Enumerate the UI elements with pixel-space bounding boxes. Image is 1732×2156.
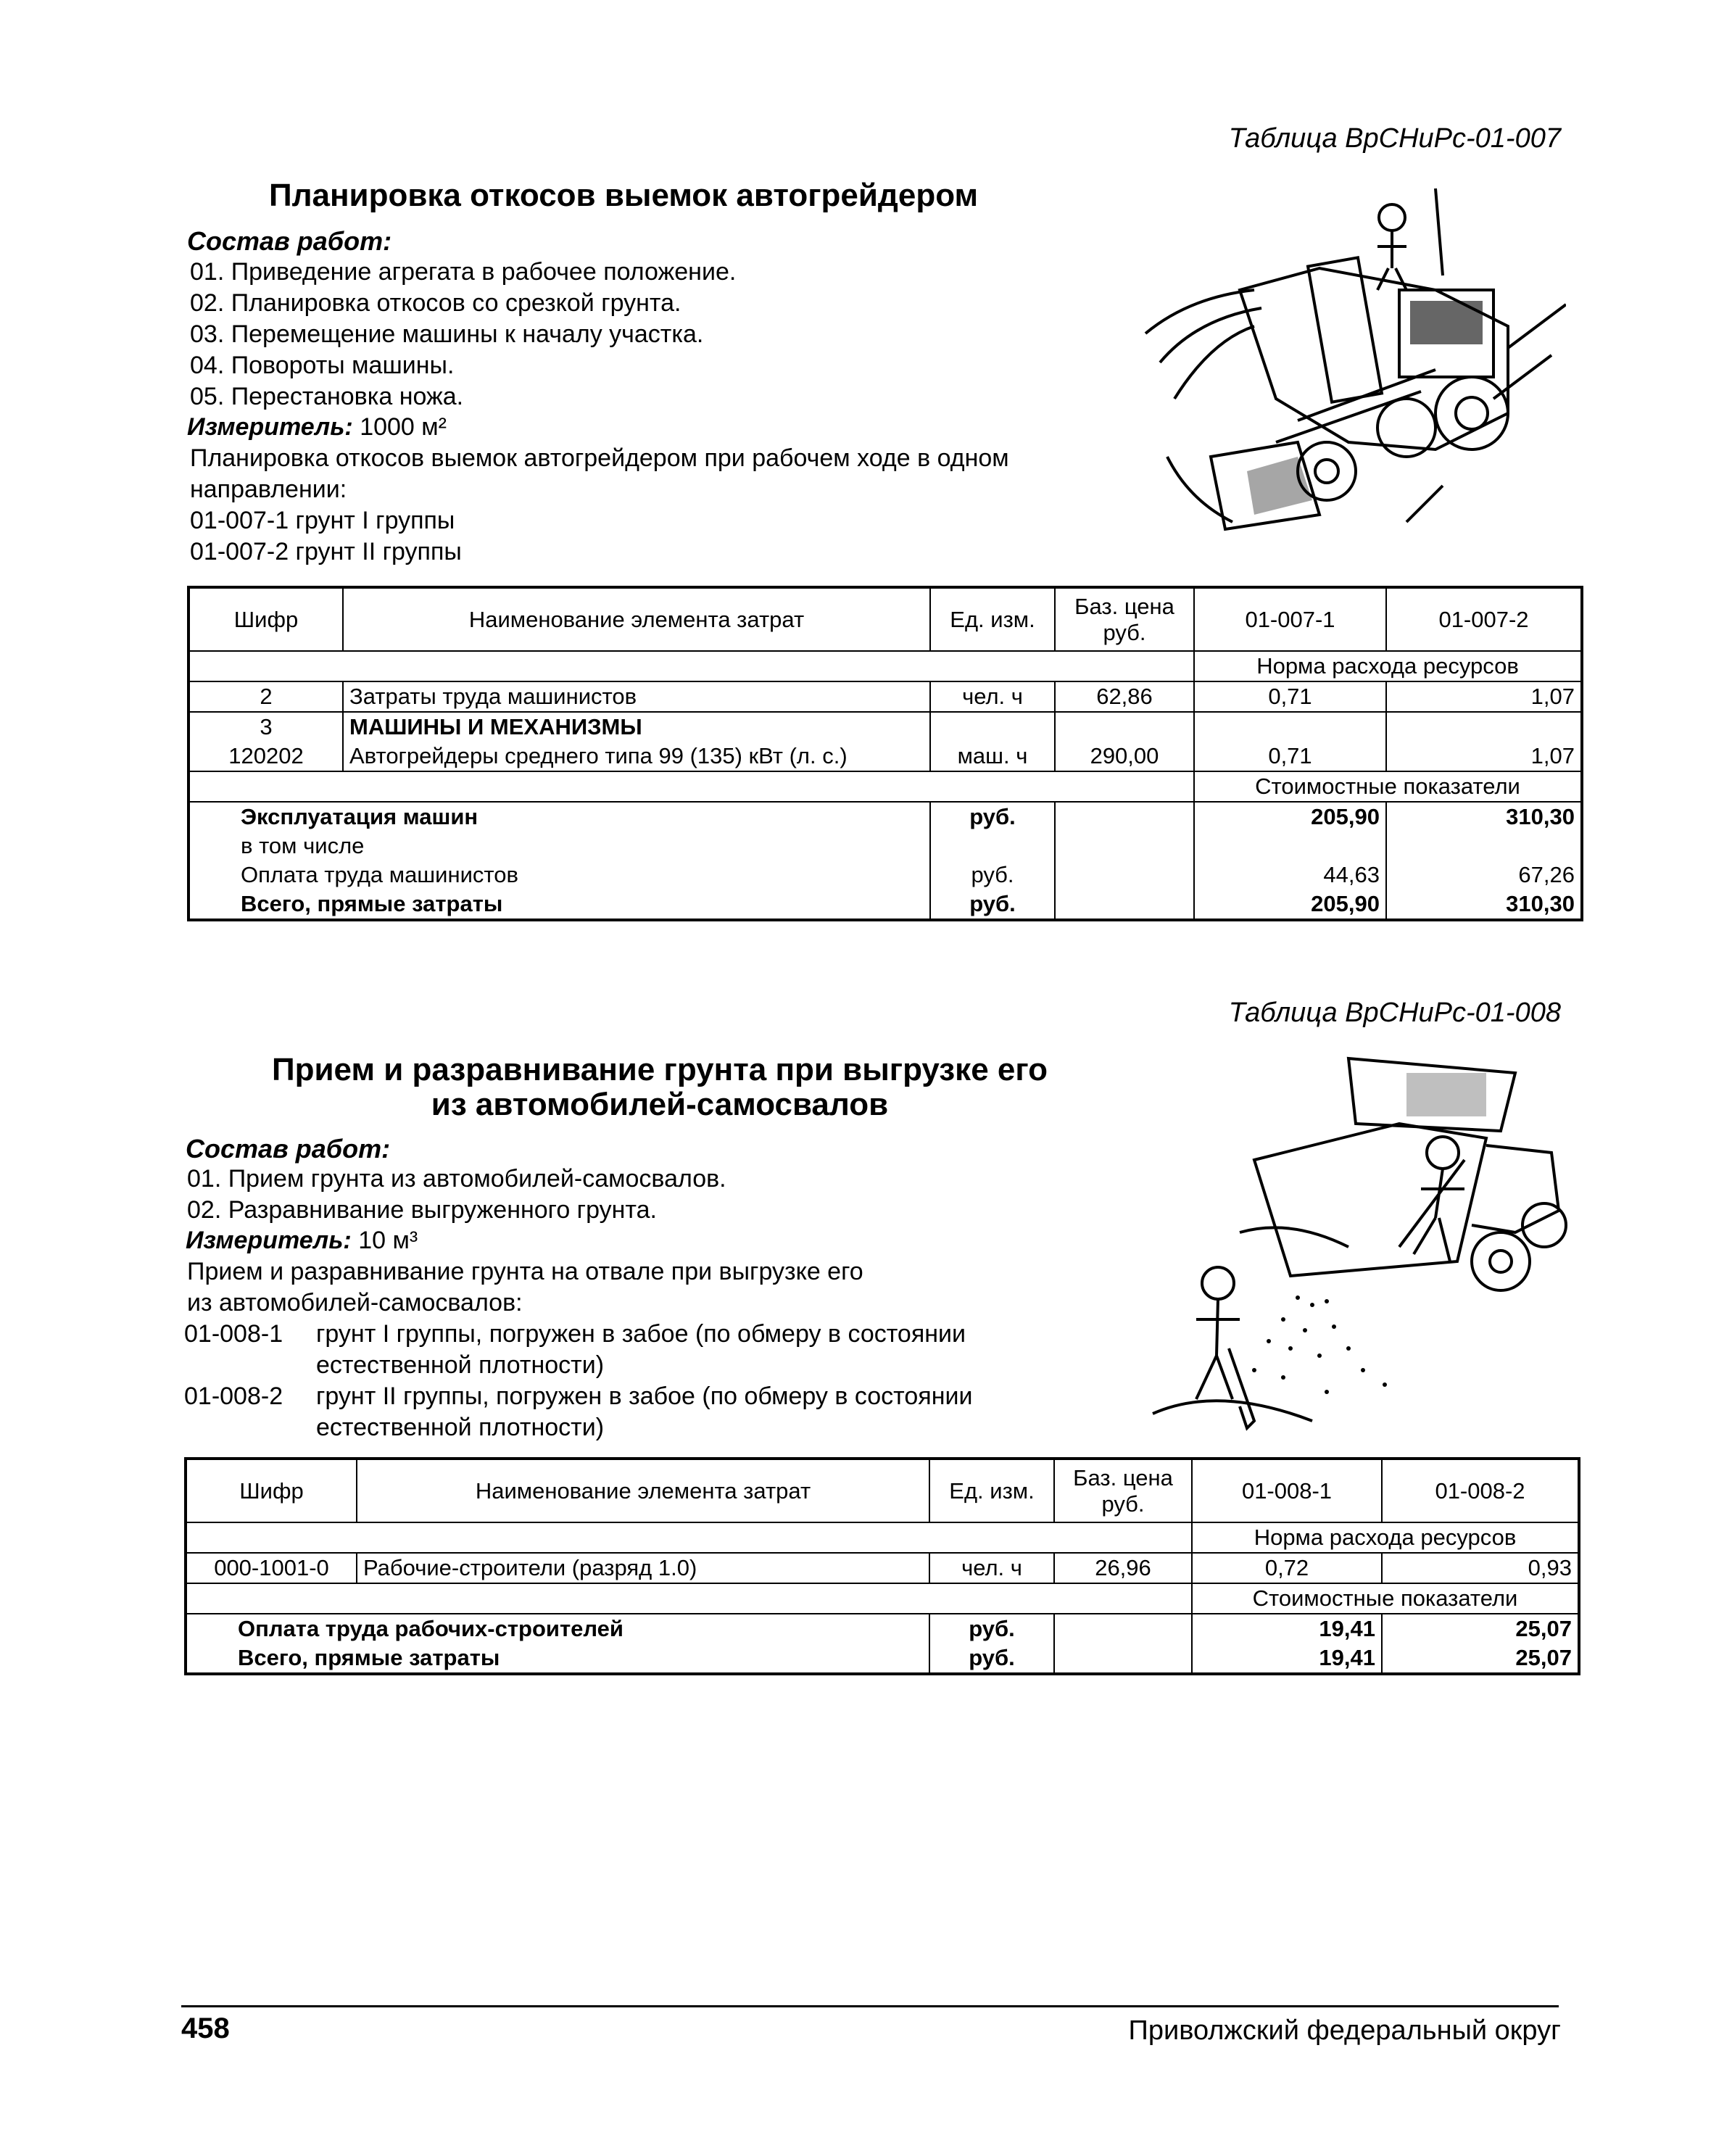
- row-code: 120202: [188, 742, 343, 771]
- table-row: [186, 1553, 1579, 1583]
- cost-table-2: [184, 1457, 1580, 1675]
- page-number: 458: [181, 2012, 230, 2044]
- variant-2-2-text-2: естественной плотности): [316, 1414, 605, 1441]
- col-header-name: Наименование элемента затрат: [343, 587, 930, 651]
- section-title-2-line-2: из автомобилей-самосвалов: [431, 1087, 889, 1122]
- variant-1-2: 01-007-2 грунт II группы: [190, 538, 462, 565]
- work-item-1-2: 02. Планировка откосов со срезкой грунта.: [190, 289, 681, 317]
- cost-row-unit: руб.: [930, 861, 1055, 890]
- description-1-line-1: Планировка откосов выемок автогрейдером при рабочем ходе в одном: [190, 444, 1009, 472]
- row-value-2: 1,07: [1386, 681, 1582, 712]
- variant-2-1-code: 01-008-1: [184, 1320, 283, 1348]
- cost-row-unit: руб.: [929, 1614, 1054, 1643]
- norm-caption: Норма расхода ресурсов: [1194, 651, 1582, 681]
- norm-caption-row: [188, 651, 1582, 681]
- cost-row-value-1: 205,90: [1194, 890, 1386, 920]
- row-code: 2: [188, 681, 343, 712]
- measure-value-2: 10 м³: [358, 1227, 418, 1254]
- row-value-2: [1386, 712, 1582, 742]
- norm-caption: Норма расхода ресурсов: [1192, 1522, 1579, 1553]
- table-row: [188, 742, 1582, 771]
- variant-2-1-text-2: естественной плотности): [316, 1351, 605, 1379]
- row-code: 3: [188, 712, 343, 742]
- row-value-2: 0,93: [1382, 1553, 1579, 1583]
- cost-row-value-2: 310,30: [1386, 890, 1582, 920]
- row-unit: маш. ч: [930, 742, 1055, 771]
- col-header-price: Баз. цена руб.: [1055, 587, 1194, 651]
- row-value-1: 0,71: [1194, 681, 1386, 712]
- footer-rule: [181, 2005, 1559, 2007]
- table-tag-2: Таблица ВрСНиРс-01-008: [1228, 998, 1561, 1028]
- table-2-header-row: [186, 1459, 1579, 1522]
- measure-label-2: Измеритель:: [186, 1227, 352, 1254]
- measure-line-2: [186, 1227, 418, 1255]
- table-row: [188, 712, 1582, 742]
- work-composition-header-2: Состав работ:: [186, 1134, 391, 1164]
- footer-region: Приволжский федеральный округ: [1128, 2015, 1561, 2046]
- cost-row-name: Оплата труда машинистов: [188, 861, 930, 890]
- cost-row: [188, 890, 1582, 920]
- col-header-code: Шифр: [186, 1459, 357, 1522]
- row-value-1: [1194, 712, 1386, 742]
- cost-row-value-1: 19,41: [1192, 1643, 1382, 1674]
- motor-grader-illustration: [1131, 181, 1566, 558]
- row-price: 26,96: [1054, 1553, 1192, 1583]
- row-value-2: 1,07: [1386, 742, 1582, 771]
- description-2-line-2: из автомобилей-самосвалов:: [187, 1289, 523, 1317]
- cost-row: [188, 802, 1582, 832]
- col-header-variant-1: 01-008-1: [1192, 1459, 1382, 1522]
- cost-row-value-1: 44,63: [1194, 861, 1386, 890]
- work-item-1-4: 04. Повороты машины.: [190, 352, 455, 379]
- row-value-1: 0,71: [1194, 742, 1386, 771]
- cost-table-1: [187, 586, 1583, 921]
- description-2-line-1: Прием и разравнивание грунта на отвале при выгрузке его: [187, 1258, 863, 1285]
- cost-row-unit: руб.: [930, 802, 1055, 832]
- cost-row-name: Всего, прямые затраты: [186, 1643, 929, 1674]
- work-item-2-1: 01. Прием грунта из автомобилей-самосвалов.: [187, 1165, 726, 1193]
- variant-2-2-text-1: грунт II группы, погружен в забое (по обмеру в состоянии: [316, 1382, 973, 1410]
- col-header-code: Шифр: [188, 587, 343, 651]
- cost-row-value-2: 25,07: [1382, 1643, 1579, 1674]
- variant-1-1: 01-007-1 грунт I группы: [190, 507, 455, 534]
- variant-2-2-code: 01-008-2: [184, 1382, 283, 1410]
- cost-row-name: Оплата труда рабочих-строителей: [186, 1614, 929, 1643]
- row-name: МАШИНЫ И МЕХАНИЗМЫ: [343, 712, 930, 742]
- cost-row: [188, 861, 1582, 890]
- col-header-unit: Ед. изм.: [929, 1459, 1054, 1522]
- cost-caption-row: [186, 1583, 1579, 1614]
- col-header-price: Баз. цена руб.: [1054, 1459, 1192, 1522]
- row-unit: чел. ч: [929, 1553, 1054, 1583]
- section-title-2-line-1: Прием и разравнивание грунта при выгрузке его: [272, 1052, 1048, 1087]
- table-tag-1: Таблица ВрСНиРс-01-007: [1228, 123, 1561, 154]
- row-price: 290,00: [1055, 742, 1194, 771]
- measure-value-1: 1000 м²: [360, 413, 447, 441]
- work-composition-header-1: Состав работ:: [187, 226, 392, 256]
- cost-row: [186, 1614, 1579, 1643]
- dump-truck-illustration: [1109, 1044, 1573, 1450]
- row-name: Автогрейдеры среднего типа 99 (135) кВт (л. с.): [343, 742, 930, 771]
- description-1-line-2: направлении:: [190, 476, 347, 503]
- col-header-variant-2: 01-008-2: [1382, 1459, 1579, 1522]
- variant-2-1-text-1: грунт I группы, погружен в забое (по обмеру в состоянии: [316, 1320, 966, 1348]
- cost-caption: Стоимостные показатели: [1192, 1583, 1579, 1614]
- work-item-1-3: 03. Перемещение машины к началу участка.: [190, 320, 704, 348]
- cost-row-value-1: 19,41: [1192, 1614, 1382, 1643]
- row-name: Рабочие-строители (разряд 1.0): [357, 1553, 929, 1583]
- row-price: [1055, 712, 1194, 742]
- row-code: 000-1001-0: [186, 1553, 357, 1583]
- work-item-1-1: 01. Приведение агрегата в рабочее положение.: [190, 258, 737, 286]
- row-name: Затраты труда машинистов: [343, 681, 930, 712]
- work-item-1-5: 05. Перестановка ножа.: [190, 383, 464, 410]
- row-price: 62,86: [1055, 681, 1194, 712]
- col-header-name: Наименование элемента затрат: [357, 1459, 929, 1522]
- table-row: [188, 681, 1582, 712]
- cost-row: [188, 832, 1582, 861]
- measure-line-1: [187, 413, 447, 441]
- col-header-unit: Ед. изм.: [930, 587, 1055, 651]
- cost-row-value-2: 310,30: [1386, 802, 1582, 832]
- cost-row-unit: руб.: [929, 1643, 1054, 1674]
- cost-caption-row: [188, 771, 1582, 802]
- cost-row-name: Всего, прямые затраты: [188, 890, 930, 920]
- cost-row-value-2: 25,07: [1382, 1614, 1579, 1643]
- cost-row: [186, 1643, 1579, 1674]
- norm-caption-row: [186, 1522, 1579, 1553]
- work-item-2-2: 02. Разравнивание выгруженного грунта.: [187, 1196, 657, 1224]
- cost-caption: Стоимостные показатели: [1194, 771, 1582, 802]
- cost-row-unit: руб.: [930, 890, 1055, 920]
- row-unit: [930, 712, 1055, 742]
- table-1-header-row: [188, 587, 1582, 651]
- row-unit: чел. ч: [930, 681, 1055, 712]
- cost-row-value-2: 67,26: [1386, 861, 1582, 890]
- measure-label-1: Измеритель:: [187, 413, 353, 441]
- col-header-variant-1: 01-007-1: [1194, 587, 1386, 651]
- cost-row-name: Эксплуатация машин: [188, 802, 930, 832]
- col-header-variant-2: 01-007-2: [1386, 587, 1582, 651]
- section-title-1: Планировка откосов выемок автогрейдером: [268, 178, 979, 213]
- cost-row-name: в том числе: [188, 832, 930, 861]
- cost-row-value-1: 205,90: [1194, 802, 1386, 832]
- row-value-1: 0,72: [1192, 1553, 1382, 1583]
